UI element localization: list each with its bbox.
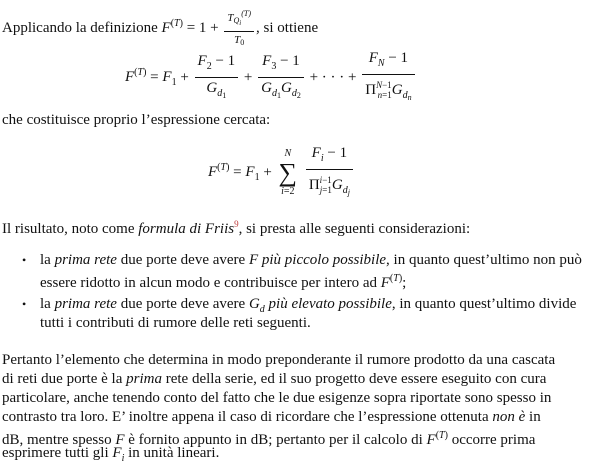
paragraph-line-4: contrasto tra loro. E’ inoltre appena il caso di ricordare che l’espressione ottenuta non è in: [2, 409, 541, 425]
sentence-friis: Il risultato, noto come formula di Friis$^9$, si presta alle seguenti considerazioni:: [2, 219, 471, 237]
equation-expanded: $F^{(T)} = F_1$ + $\frac{F_2 - 1}{G_{d_1}}$ + $\frac{F_3 - 1}{G_{d_1}G_{d_2}}$ + · · · + $\frac{F_N - 1}{\Pi^{N-1}_{n=1}G_{d_n}}$: [125, 50, 417, 106]
bullet-dot-2: •: [22, 297, 27, 311]
paragraph-line-3: particolare, anche tenendo conto del fatto che le due esigenze sopra riportate sono spesso in: [2, 390, 552, 406]
paragraph-line-6: esprimere tutti gli $F_i$ in unità lineari.: [2, 445, 220, 464]
bullet-1-line-2: essere ridotto in alcun modo e contribuisce per intero ad $F^{(T)}$;: [40, 273, 407, 291]
definition-fraction: $\frac{TQi^{(T)}}{T0}$: [224, 8, 254, 49]
bullet-1-line-1: la prima rete due porte deve avere F più piccolo possibile, in quanto quest’ultimo non può: [40, 252, 582, 268]
footnote-mark[interactable]: 9: [234, 219, 239, 229]
fraction-f3: $\frac{F_3 - 1}{G_{d_1}G_{d_2}}$: [258, 53, 304, 104]
paragraph-line-1: Pertanto l’elemento che determina in modo preponderante il rumore prodotto da una cascata: [2, 352, 556, 368]
summation-symbol: N ∑ i=2: [278, 148, 298, 197]
intro-text-after: , si ottiene: [256, 19, 319, 36]
paragraph-line-2: di reti due porte è la prima rete della serie, ed il suo progetto deve essere eseguito con cura: [2, 371, 547, 387]
paragraph-line-5: dB, mentre spesso F è fornito appunto in dB; pertanto per il calcolo di $F^{(T)}$ occorre prima: [2, 430, 536, 448]
inline-definition-formula: $F^{(T)} = 1$ + $\frac{TQi^{(T)}}{T0}$: [162, 20, 257, 36]
fraction-fn: $\frac{F_N - 1}{\Pi^{N-1}_{n=1}G_{d_n}}$: [362, 50, 414, 106]
fraction-f2: $\frac{F_2 - 1}{G_{d_1}}$: [195, 53, 239, 104]
bullet-2-line-1: la prima rete due porte deve avere $G_d$ più elevato possibile, in quanto quest’ultimo divide: [40, 296, 577, 315]
bullet-2-line-2: tutti i contributi di rumore delle reti seguenti.: [40, 315, 311, 331]
bullet-dot-1: •: [22, 253, 27, 267]
sentence-expression-found: che costituisce proprio l’espressione cercata:: [2, 112, 271, 128]
intro-line: [2, 8, 318, 49]
friis-formula-emph: formula di Friis: [138, 221, 235, 237]
intro-text-before: Applicando la definizione: [2, 19, 162, 36]
equation-summation: $F^{(T)} = F_1$ + N ∑ i=2 $\frac{F_i - 1}{\Pi^{i-1}_{j=1}G_{d_j}}$: [208, 145, 355, 201]
fraction-fi: $\frac{F_i - 1}{\Pi^{i-1}_{j=1}G_{d_j}}$: [306, 145, 353, 201]
